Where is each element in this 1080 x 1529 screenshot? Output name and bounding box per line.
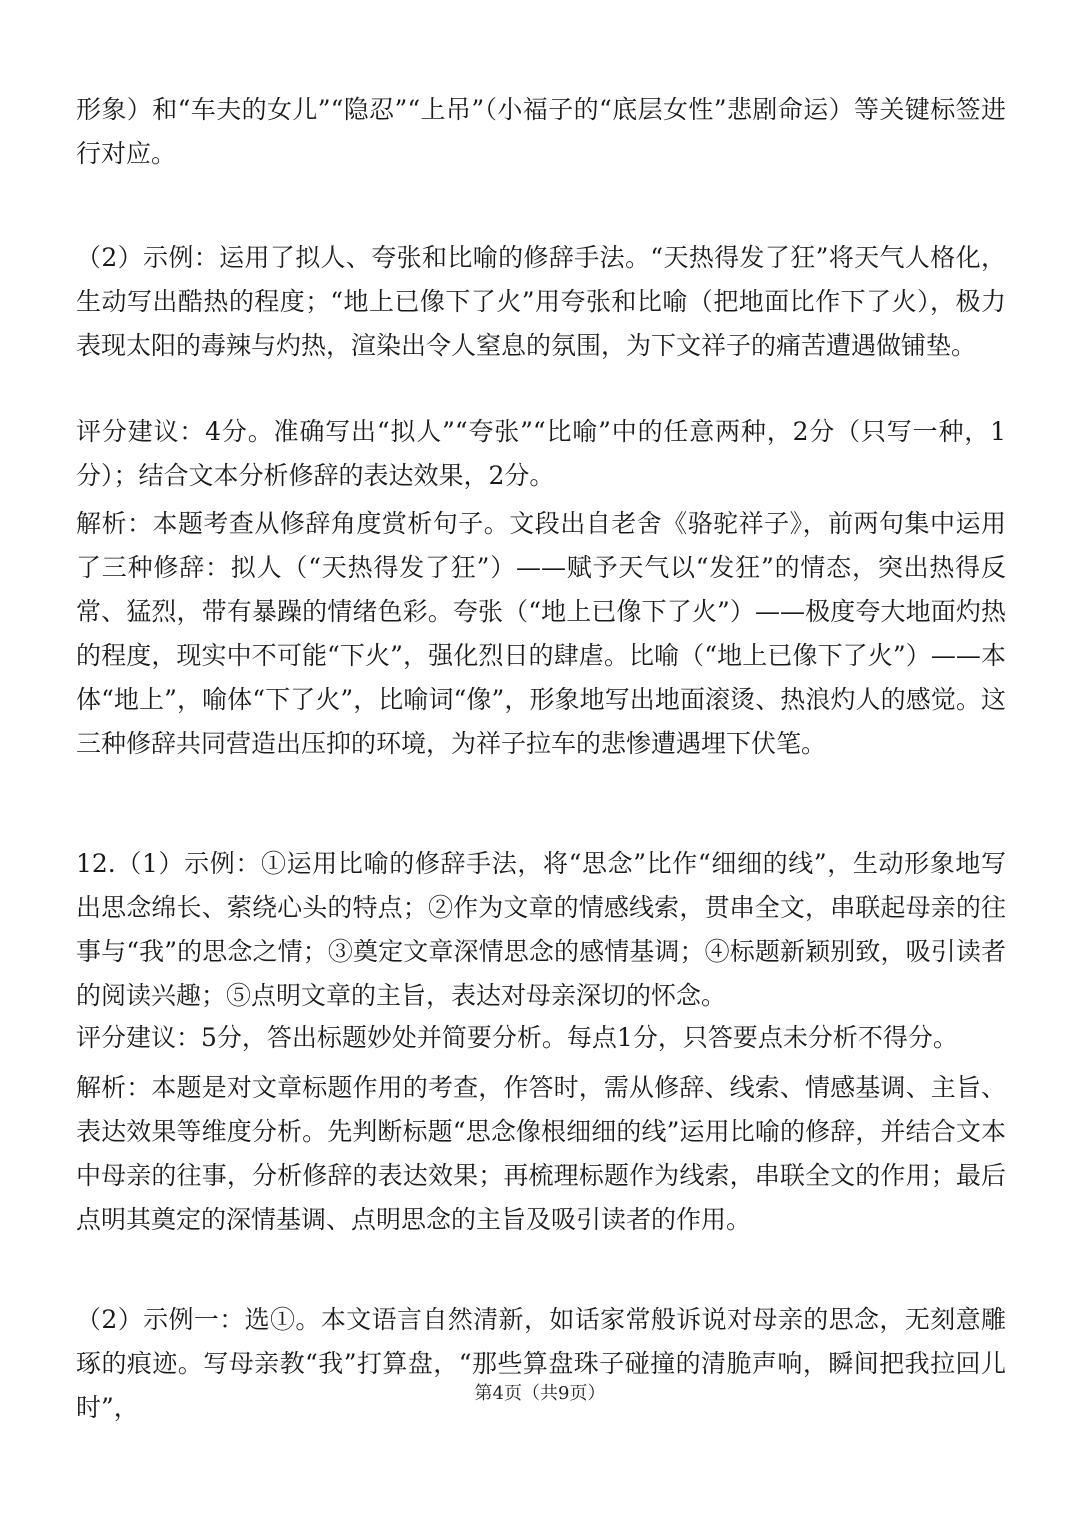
paragraph-answer-12-2: （2）示例一：选①。本文语言自然清新，如话家常般诉说对母亲的思念，无刻意雕琢的痕迹。写母亲教“我”打算盘，“那些算盘珠子碰撞的清脆声响，瞬间把我拉回儿时”， bbox=[76, 1305, 1006, 1422]
paragraph-label-matching: 形象）和“车夫的女儿”“隐忍”“上吊”（小福子的“底层女性”悲剧命运）等关键标签进行对应。 bbox=[76, 95, 1006, 168]
paragraph-scoring-12-1: 评分建议：5分，答出标题妙处并简要分析。每点1分，只答要点未分析不得分。 bbox=[76, 1023, 958, 1052]
paragraph-answer-12-1: 12.（1）示例：①运用比喻的修辞手法，将“思念”比作“细细的线”，生动形象地写出思念绵长、萦绕心头的特点；②作为文章的情感线索，贯串全文，串联起母亲的往事与“我”的思念之情；③奠定文章深情思念的感情基调；④标题新颖别致，吸引读者的阅读兴趣；⑤点明文章的主旨，表达对母亲深切的怀念。 bbox=[76, 849, 1006, 1010]
paragraph-scoring-2: 评分建议：4分。准确写出“拟人”“夸张”“比喻”中的任意两种，2分（只写一种，1分）；结合文本分析修辞的表达效果，2分。 bbox=[76, 417, 1006, 490]
paragraph-analysis-2: 解析：本题考查从修辞角度赏析句子。文段出自老舍《骆驼祥子》，前两句集中运用了三种修辞：拟人（“天热得发了狂”）——赋予天气以“发狂”的情态，突出热得反常、猛烈，带有暴躁的情绪色彩。夸张（“地上已像下了火”）——极度夸大地面灼热的程度，现实中不可能“下火”，强化烈日的肆虐。比喻（“地上已像下了火”）——本体“地上”，喻体“下了火”，比喻词“像”，形象地写出地面滚烫、热浪灼人的感觉。这三种修辞共同营造出压抑的环境，为祥子拉车的悲惨遭遇埋下伏笔。 bbox=[76, 509, 1006, 758]
paragraph-analysis-12-1: 解析：本题是对文章标题作用的考查，作答时，需从修辞、线索、情感基调、主旨、表达效果等维度分析。先判断标题“思念像根细细的线”运用比喻的修辞，并结合文本中母亲的往事，分析修辞的表达效果；再梳理标题作为线索，串联全文的作用；最后点明其奠定的深情基调、点明思念的主旨及吸引读者的作用。 bbox=[76, 1073, 1006, 1234]
paragraph-answer-2: （2）示例：运用了拟人、夸张和比喻的修辞手法。“天热得发了狂”将天气人格化，生动写出酷热的程度；“地上已像下了火”用夸张和比喻（把地面比作下了火），极力表现太阳的毒辣与灼热，渲染出令人窒息的氛围，为下文祥子的痛苦遭遇做铺垫。 bbox=[76, 243, 1006, 360]
page-number-footer: 第4页（共9页） bbox=[474, 1383, 606, 1404]
